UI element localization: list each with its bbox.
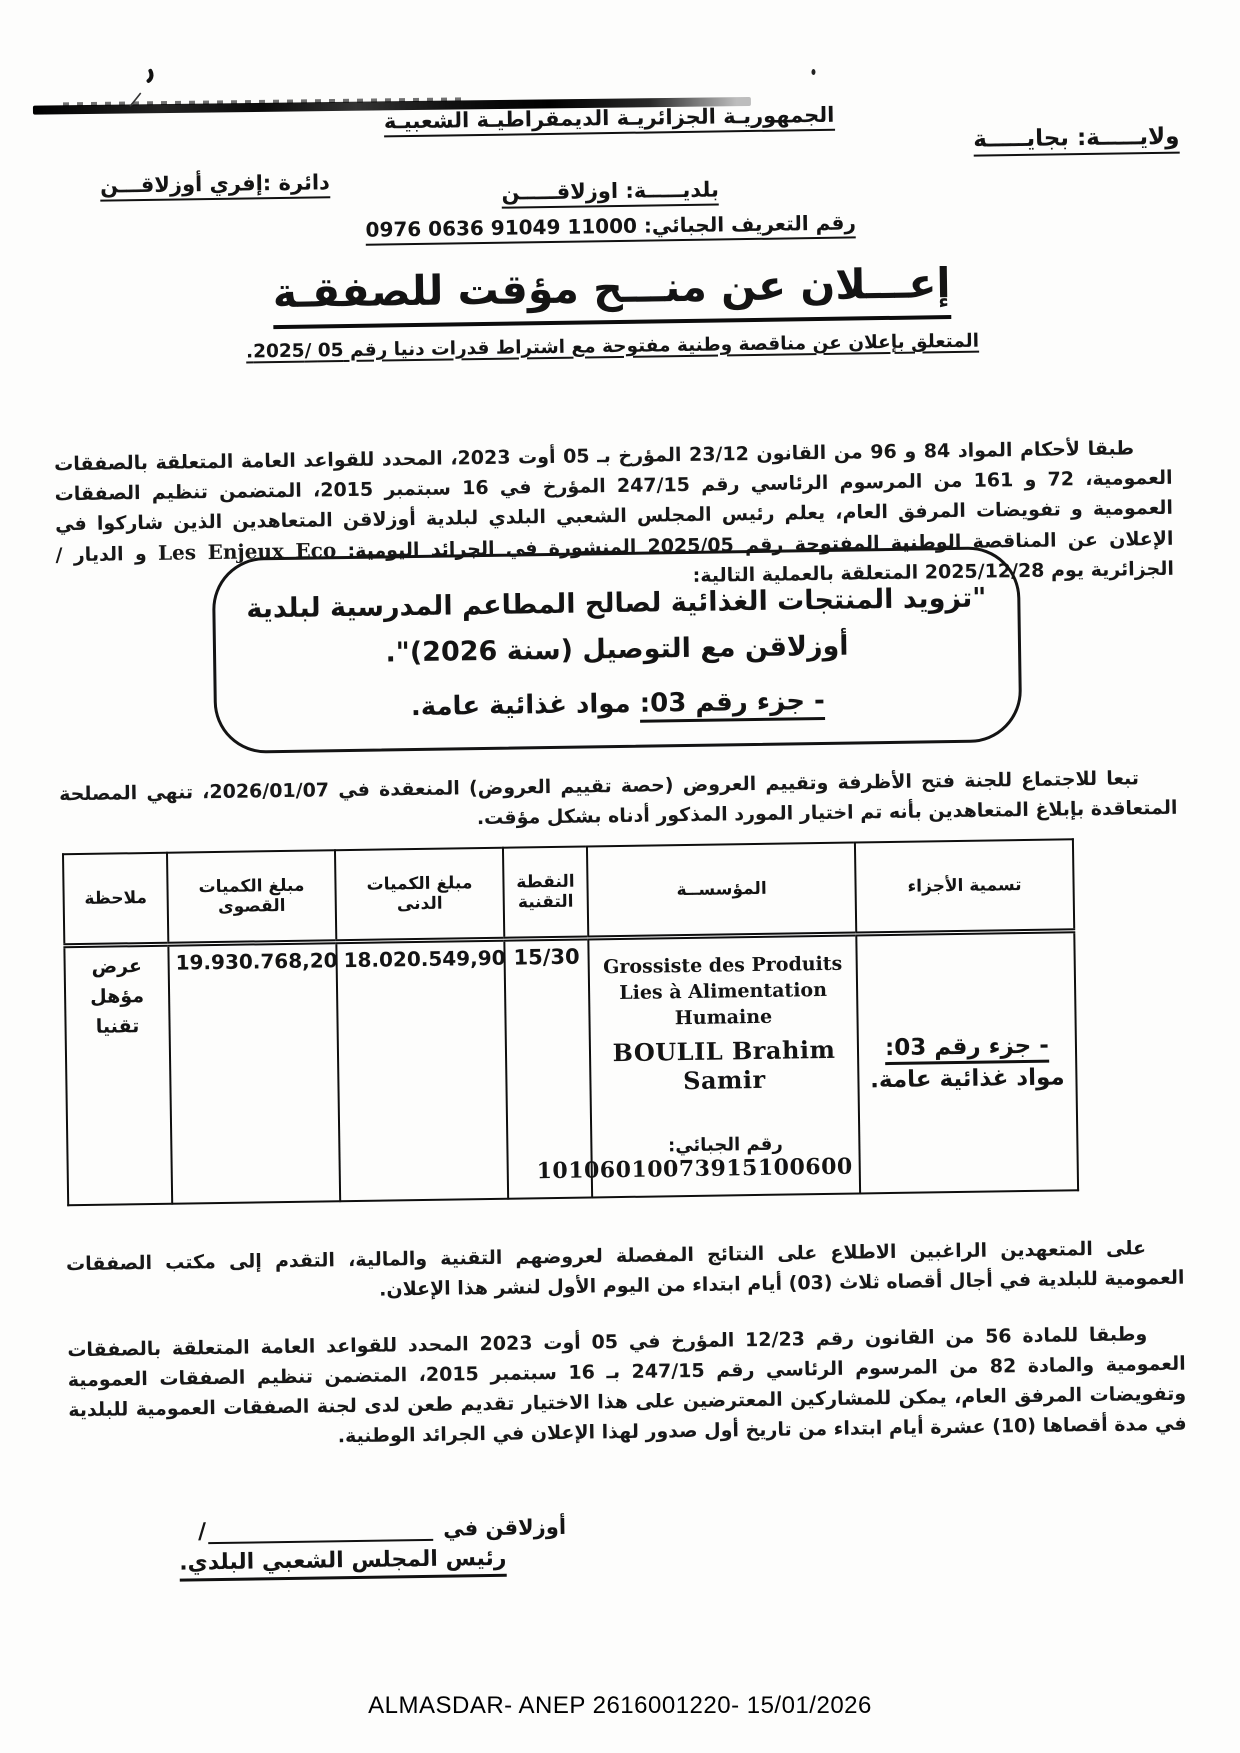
note-line2: مؤهل تقنيا: [90, 985, 145, 1038]
col-header-min-amount: مبلغ الكميات الدنى: [335, 848, 504, 942]
signature-place-label: أوزلاقن في: [442, 1514, 567, 1541]
cell-lot-label: - جزء رقم 03:: [885, 1033, 1049, 1065]
operation-lot-line: [247, 684, 989, 725]
cell-min-amount: 18.020.549,90: [336, 939, 508, 1201]
committee-paragraph: تبعا للاجتماع للجنة فتح الأظرفة وتقييم العروض (حصة تقييم العروض) المنعقدة في 2026/01/07، تنهي المصلحة المتعاقدة بإبلاغ المتعاهدين بأنه تم اختيار المورد المذكور أدناه بشكل مؤقت.: [58, 767, 1178, 830]
signature-signer-title: رئيس المجلس الشعبي البلدي.: [179, 1546, 507, 1582]
operation-title-box: [212, 546, 1023, 754]
col-header-note: ملاحظة: [63, 853, 168, 946]
col-header-tech-score: النقطة التقنية: [503, 846, 588, 939]
ink-dot-artifact: [811, 69, 815, 75]
header-commune-text: بلديـــــة: اوزلاقـــــن: [501, 177, 719, 208]
col-header-lots: تسمية الأجزاء: [855, 839, 1074, 934]
header-republic-text: الجمهوريـة الجزائريـة الديمقراطيـة الشعبيـة: [384, 103, 835, 138]
intro-part1: طبقا لأحكام المواد 84 و 96 من القانون 23/12 المؤرخ بـ 05 أوت 2023، المحدد للقواعد العامة المتعلقة بالصفقات العمومية، 72 و 161 من المرسوم الرئاسي رقم 247/15 المؤرخ في 16 سبتمبر 2015، المتضمن تنظيم الصفقات العمومية و تفويضات المرفق العام، يعلم رئيس المجلس الشعبي البلدي لبلدية أوزلاقن المتعاهدين الذين شاركوا في الإعلان عن المناقصة الوطنية المفتوحة رقم 2025/05 المنشورة في الجرائد اليومية:: [54, 437, 1174, 563]
cell-max-amount: 19.930.768,20: [168, 942, 340, 1204]
operation-line1: "تزويد المنتجات الغذائية لصالح المطاعم المدرسية لبلدية: [246, 582, 987, 625]
company-activity: Grossiste des Produits Lies à Alimentation Humaine: [602, 952, 843, 1029]
award-table-row: [64, 931, 1078, 1205]
lot-number-label: - جزء رقم 03:: [639, 686, 825, 723]
newspaper-name-latin: Les Enjeux Eco: [157, 538, 337, 565]
header-daira: [100, 170, 330, 201]
header-wilaya: [973, 124, 1180, 157]
company-name: BOULIL Brahim Samir: [612, 1034, 836, 1095]
tax-id-label: رقم التعريف الجبائي:: [643, 210, 857, 238]
col-header-max-amount: مبلغ الكميات القصوى: [167, 850, 336, 944]
signature-block: [96, 1513, 567, 1583]
signature-place-line: [96, 1513, 566, 1546]
cell-tech-score: 15/30: [504, 938, 592, 1199]
cell-lot-value: مواد غذائية عامة.: [870, 1064, 1065, 1094]
header-commune: [501, 177, 719, 208]
signature-slash: /: [197, 1519, 207, 1545]
cell-note: [64, 944, 172, 1205]
header-daira-text: دائرة :إفري أوزلاقـــن: [100, 170, 330, 201]
signature-date-blank: [208, 1515, 433, 1544]
anep-footer: ALMASDAR- ANEP 2616001220- 15/01/2026: [368, 1692, 872, 1719]
header-tax-id-inner: [365, 210, 856, 245]
note-line1: عرض: [91, 955, 143, 978]
header-wilaya-text: ولايـــــة: بجايـــــة: [973, 124, 1180, 157]
cell-lot: [856, 931, 1078, 1194]
appeal-paragraph: وطبقا للمادة 56 من القانون رقم 12/23 المؤرخ في 05 أوت 2023 المحدد للقواعد العامة المتعلقة بالصفقات العمومية والمادة 82 من المرسوم الرئاسي رقم 247/15 بـ 16 سبتمبر 2015، المتضمن تنظيم الصفقات العمومية وتفويضات المرفق العام، يمكن للمشاركين المعترضين على هذا الاختيار تقديم طعن لدى لجنة الصفقات العمومية للبلدية في مدة أقصاها (10) عشرة أيام ابتداء من تاريخ أول صدور لهذا الإعلان في الجرائد الوطنية.: [67, 1323, 1187, 1448]
results-paragraph: على المتعهدين الراغبين الاطلاع على النتائج المفصلة لعروضهم التقنية والمالية، التقدم إلى مكتب الصفقات العمومية للبلدية في أجال أقصاه ثلاث (03) أيام ابتداء من اليوم الأول لنشر هذا الإعلان.: [65, 1237, 1185, 1301]
header-republic: [384, 103, 835, 138]
pen-mark-artifact: [126, 65, 161, 113]
intro-part2: و الديار /الجزائرية يوم 2025/12/28 المتعلقة بالعملية التالية:: [55, 542, 1175, 587]
award-table-header-row: [63, 839, 1074, 945]
tax-id-value: 0976 0636 91049 11000: [365, 213, 638, 242]
company-tax-value: 10106010073915100600: [536, 1153, 853, 1184]
lot-number-value: مواد غذائية عامة.: [410, 688, 640, 723]
operation-line2: أوزلاقن مع التوصيل (سنة 2026)".: [385, 630, 849, 669]
award-table: [62, 838, 1079, 1206]
company-tax-label: رقم الجبائي:: [667, 1133, 783, 1156]
col-header-company: المؤسســة: [587, 843, 856, 938]
document-title: إعـــلان عن منـــح مؤقت للصفقـة: [272, 259, 951, 329]
header-tax-id: [365, 210, 856, 245]
document-subtitle: المتعلق بإعلان عن مناقصة وطنية مفتوحة مع اشتراط قدرات دنيا رقم 05 /2025.: [245, 330, 980, 363]
